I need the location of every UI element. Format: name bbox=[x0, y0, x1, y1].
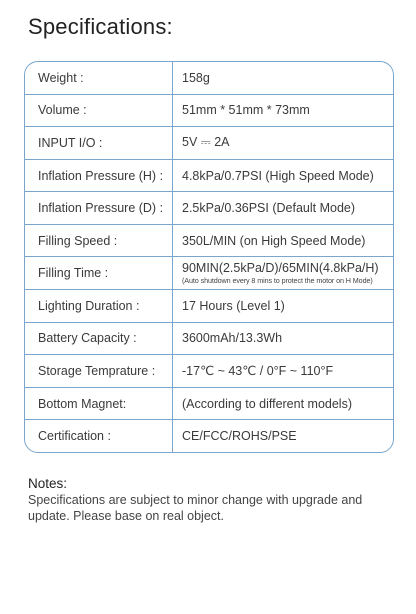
spec-row-filling-speed bbox=[25, 224, 393, 257]
spec-value: 51mm * 51mm * 73mm bbox=[182, 103, 310, 118]
spec-label: INPUT I/O : bbox=[25, 127, 173, 159]
spec-value-cell bbox=[173, 225, 393, 257]
spec-value: 90MIN(2.5kPa/D)/65MIN(4.8kPa/H) bbox=[182, 261, 379, 276]
spec-value-cell bbox=[173, 192, 393, 224]
spec-row-inflation-pressure-d bbox=[25, 191, 393, 224]
spec-value-cell bbox=[173, 355, 393, 387]
spec-value-cell bbox=[173, 323, 393, 355]
specifications-table bbox=[24, 61, 394, 453]
spec-row-inflation-pressure-h bbox=[25, 159, 393, 192]
spec-value: 4.8kPa/0.7PSI (High Speed Mode) bbox=[182, 168, 374, 183]
spec-row-filling-time bbox=[25, 256, 393, 289]
notes-title: Notes: bbox=[28, 476, 68, 491]
spec-label: Storage Temprature : bbox=[25, 355, 173, 387]
spec-label: Inflation Pressure (D) : bbox=[25, 192, 173, 224]
spec-value-cell bbox=[173, 388, 393, 420]
spec-row-input bbox=[25, 126, 393, 159]
spec-label: Battery Capacity : bbox=[25, 323, 173, 355]
spec-row-certification bbox=[25, 419, 393, 452]
page-title: Specifications: bbox=[28, 14, 173, 39]
spec-label: Lighting Duration : bbox=[25, 290, 173, 322]
spec-label: Inflation Pressure (H) : bbox=[25, 160, 173, 192]
spec-value-cell bbox=[173, 290, 393, 322]
spec-row-battery-capacity bbox=[25, 322, 393, 355]
spec-value-cell bbox=[173, 95, 393, 127]
spec-label: Bottom Magnet: bbox=[25, 388, 173, 420]
spec-row-lighting-duration bbox=[25, 289, 393, 322]
spec-row-bottom-magnet bbox=[25, 387, 393, 420]
spec-label: Weight : bbox=[25, 62, 173, 94]
spec-value-cell bbox=[173, 127, 393, 159]
spec-value-cell bbox=[173, 160, 393, 192]
spec-note: (Auto shutdown every 8 mins to protect the motor on H Mode) bbox=[182, 276, 373, 286]
spec-value-cell bbox=[173, 62, 393, 94]
spec-value: 5V ⎓ 2A bbox=[182, 135, 230, 150]
spec-label: Volume : bbox=[25, 95, 173, 127]
spec-row-weight bbox=[25, 62, 393, 94]
spec-value: 158g bbox=[182, 70, 210, 85]
spec-value: -17℃ ~ 43℃ / 0°F ~ 110°F bbox=[182, 364, 334, 379]
spec-value-cell bbox=[173, 420, 393, 452]
spec-row-storage-temperature bbox=[25, 354, 393, 387]
spec-value-cell bbox=[173, 257, 393, 289]
spec-label: Certification : bbox=[25, 420, 173, 452]
notes-text: Specifications are subject to minor change with upgrade and update. Please base on real object. bbox=[28, 493, 363, 523]
spec-row-volume bbox=[25, 94, 393, 127]
spec-value: 17 Hours (Level 1) bbox=[182, 298, 285, 313]
spec-value: (According to different models) bbox=[182, 396, 352, 411]
spec-value: 2.5kPa/0.36PSI (Default Mode) bbox=[182, 201, 356, 216]
spec-value: 350L/MIN (on High Speed Mode) bbox=[182, 233, 366, 248]
spec-value: 3600mAh/13.3Wh bbox=[182, 331, 283, 346]
spec-label: Filling Speed : bbox=[25, 225, 173, 257]
spec-label: Filling Time : bbox=[25, 257, 173, 289]
spec-value: CE/FCC/ROHS/PSE bbox=[182, 429, 297, 444]
